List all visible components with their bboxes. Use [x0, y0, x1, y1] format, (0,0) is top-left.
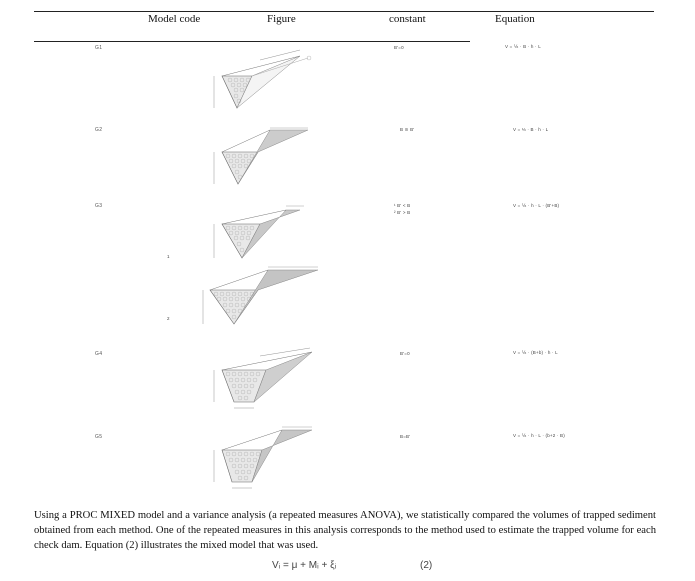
header-constant: constant	[389, 13, 426, 25]
body-paragraph: Using a PROC MIXED model and a variance analysis (a repeated measures ANOVA), we statistically compared the volumes of trapped sediment obtained from each method. One of the repeated measures in this analysis corresponds to the method used to estimate the trapped volume for each check dam. Equation (2) illustrates the mixed model that was used.	[34, 510, 656, 551]
row-g4-code: G4	[95, 351, 103, 357]
row-g4-figure	[200, 344, 325, 416]
row-g1-constant: B'=0	[394, 45, 404, 50]
row-g1-figure	[200, 48, 320, 118]
row-g3-constant-2: ² B' > B	[394, 210, 411, 215]
row-g5-code: G5	[95, 434, 103, 440]
equation-2-formula: Vᵢ = μ + Mᵢ + ξᵢ	[272, 560, 337, 571]
row-g3-sub-1: 1	[167, 254, 170, 259]
row-g2-code: G2	[95, 127, 103, 133]
row-g1-code: G1	[95, 45, 103, 51]
row-g3-figure-2	[198, 262, 323, 330]
row-g4-equation: V = ⅙ · (B+b) · h · L	[513, 350, 558, 355]
row-g3-equation: V = ⅙ · h · L · (B'+B)	[513, 203, 560, 208]
row-g3-code: G3	[95, 203, 103, 209]
equation-2-number: (2)	[420, 560, 433, 571]
header-equation: Equation	[495, 13, 535, 25]
row-g2-figure	[200, 122, 320, 192]
row-g2-equation: V = ⅓ · B · h · L	[513, 127, 549, 132]
row-g3-sub-2: 2	[167, 316, 170, 321]
row-g1-equation: V = ⅙ · B · h · L	[505, 44, 541, 49]
row-g5-figure	[200, 422, 325, 494]
row-g2-constant: B ≅ B'	[400, 127, 415, 132]
header-figure: Figure	[267, 13, 296, 25]
row-g3-constant-1: ¹ B' < B	[394, 203, 411, 208]
row-g4-constant: B'=0	[400, 351, 410, 356]
row-g3-figure-1	[200, 200, 320, 265]
row-g5-equation: V = ⅙ · h · L · (b+2 · B)	[513, 433, 565, 438]
header-model-code: Model code	[148, 13, 201, 25]
row-g5-constant: B=B'	[400, 434, 411, 439]
table-header-rule	[34, 41, 470, 42]
table-top-rule	[34, 11, 654, 12]
